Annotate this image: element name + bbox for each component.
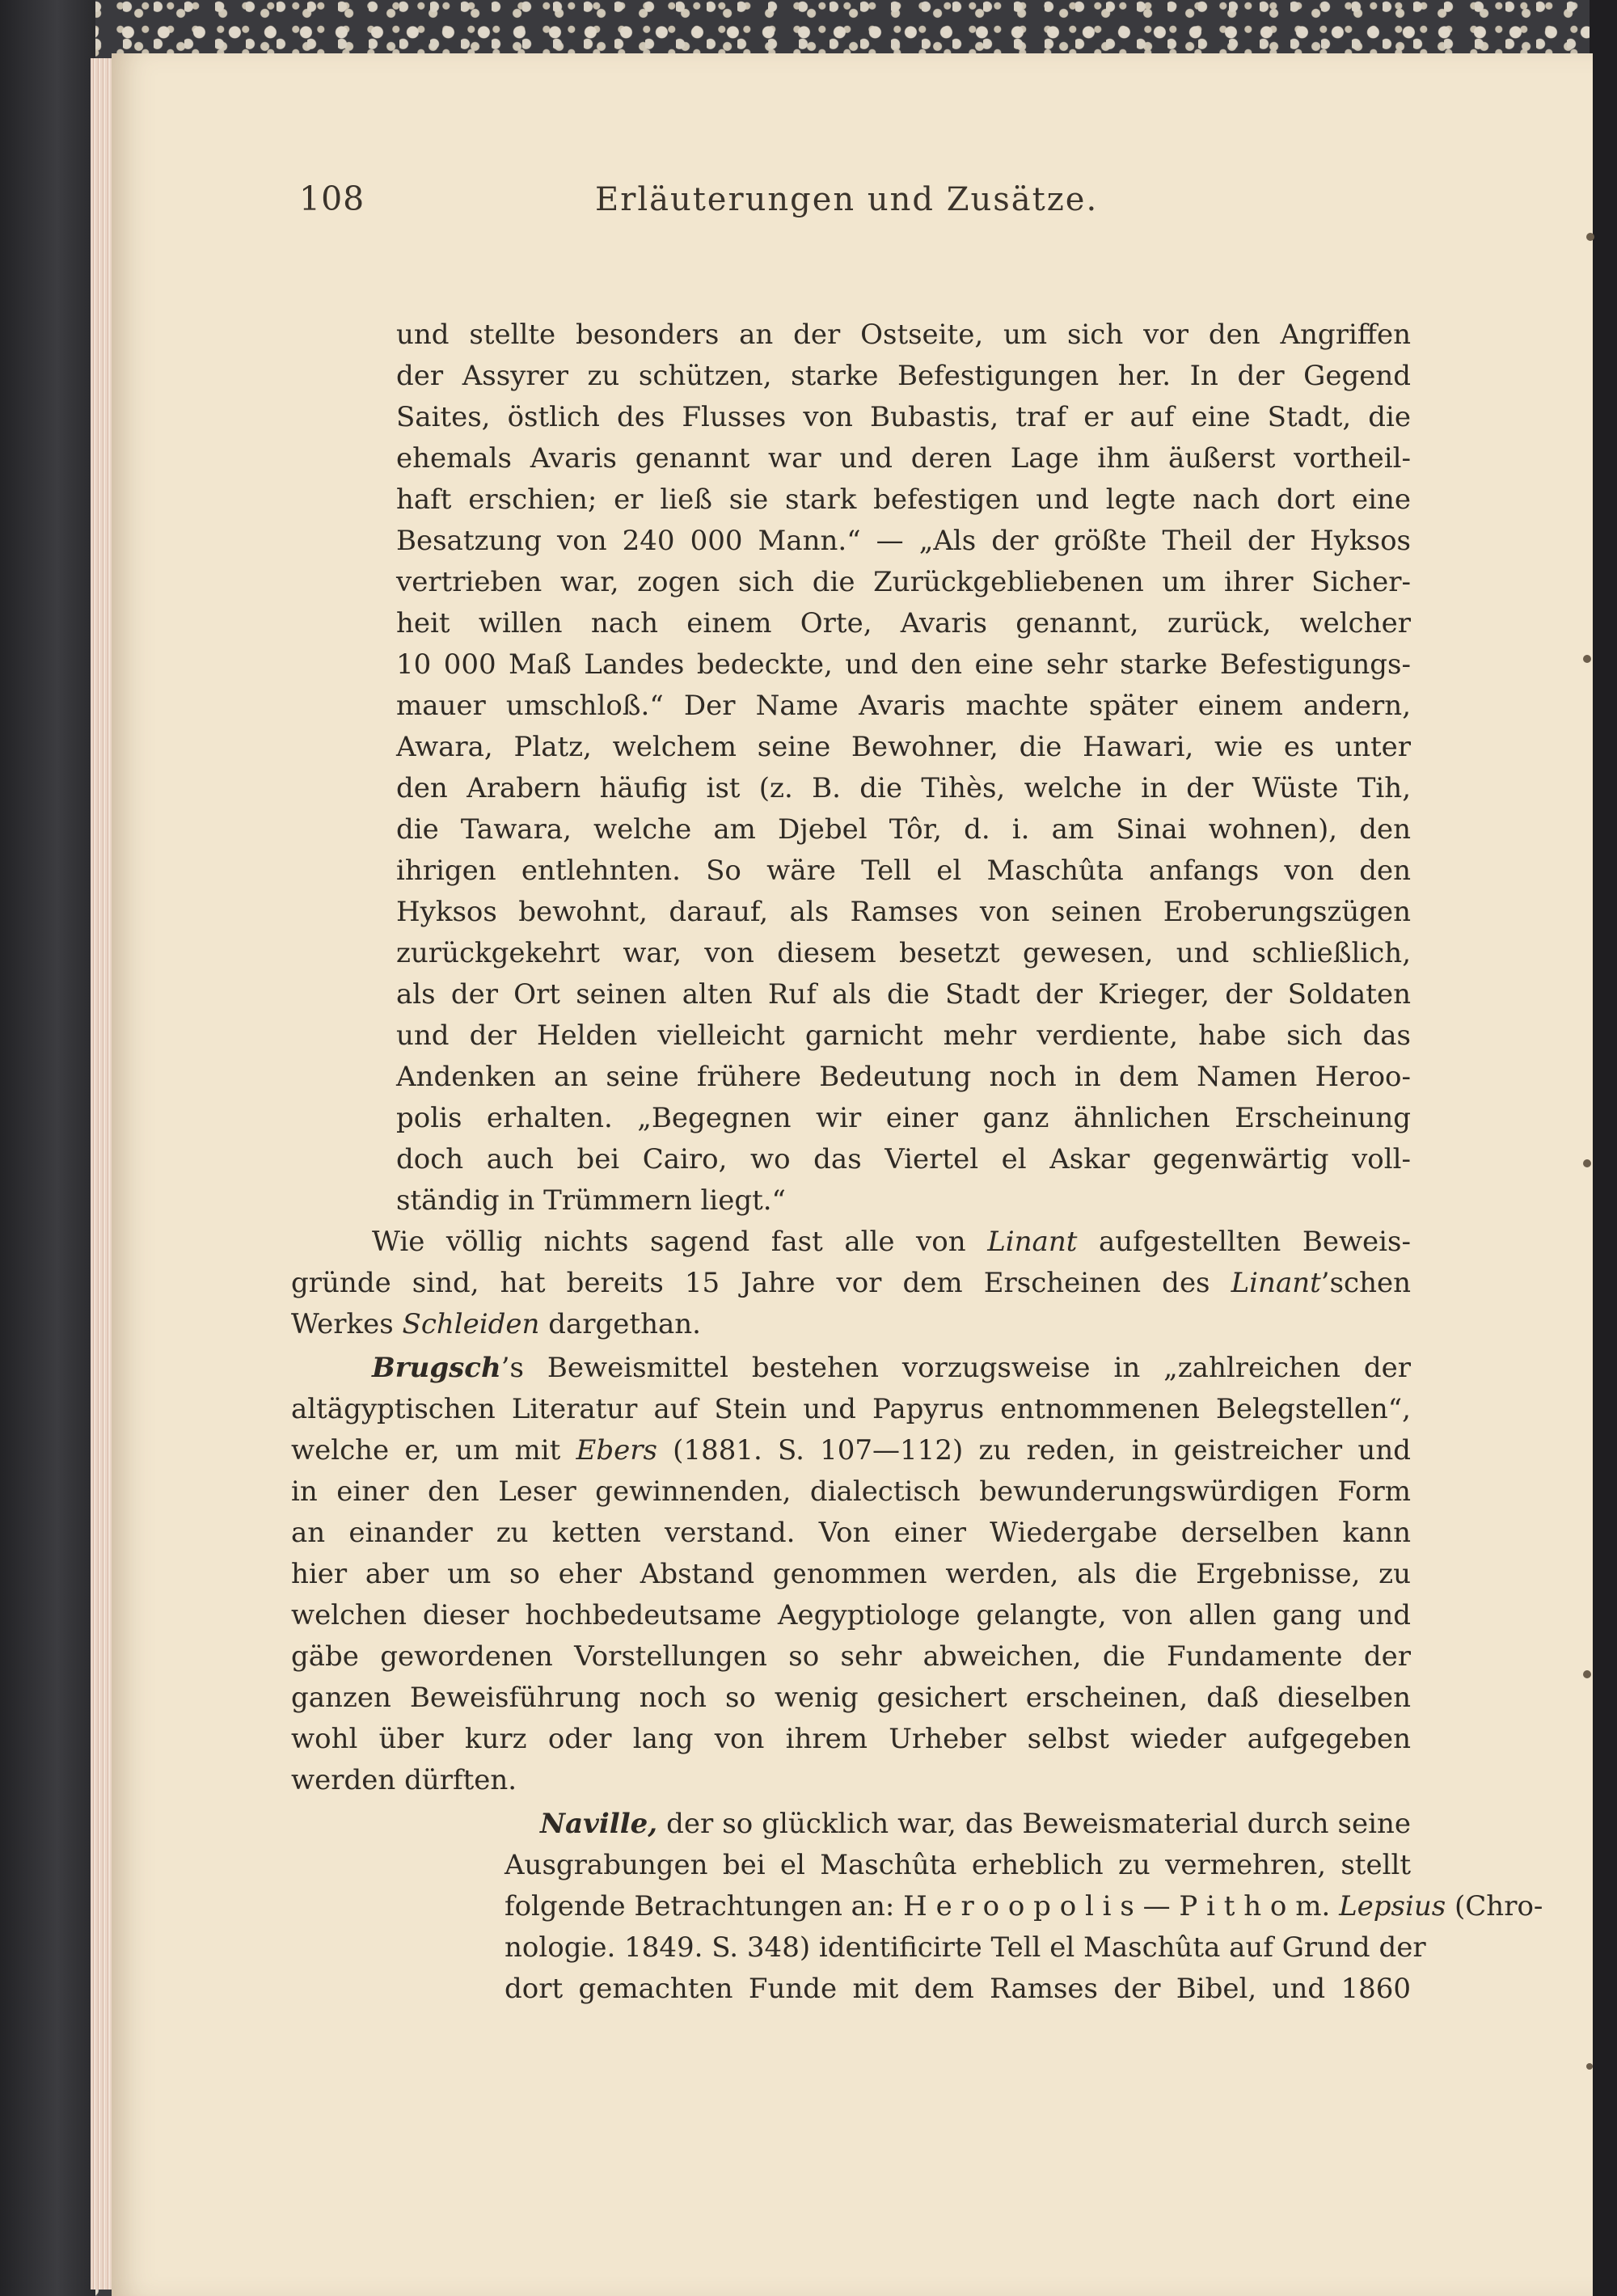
page-number: 108 <box>299 179 365 218</box>
text-run: ’s Beweismittel bestehen vorzugsweise in „zahlreichen der <box>500 1352 1411 1384</box>
text-line: als der Ort seinen alten Ruf als die Stadt der Krieger, der Soldaten <box>396 978 1411 1011</box>
text-line: welchen dieser hochbedeutsame Aegyptiologe gelangte, von allen gang und <box>291 1599 1411 1631</box>
text-run: dargethan. <box>539 1308 701 1340</box>
text-line: 10 000 Maß Landes bedeckte, und den eine sehr starke Befestigungs- <box>396 648 1411 681</box>
author-name-ebers: Ebers <box>576 1434 657 1467</box>
text-line <box>505 1887 1543 1926</box>
text-line: zurückgekehrt war, von diesem besetzt gewesen, und schließlich, <box>396 937 1411 969</box>
text-line: mauer umschloß.“ Der Name Avaris machte später einem andern, <box>396 690 1411 722</box>
text-line: heit willen nach einem Orte, Avaris genannt, zurück, welcher <box>396 607 1411 639</box>
text-line: ganzen Beweisführung noch so wenig gesichert erscheinen, daß dieselben <box>291 1682 1411 1714</box>
text-line: der Assyrer zu schützen, starke Befestigungen her. In der Gegend <box>396 360 1411 392</box>
text-line: dort gemachten Funde mit dem Ramses der Bibel, und 1860 <box>505 1973 1411 2005</box>
text-run: der so glücklich war, das Beweismaterial durch seine <box>657 1808 1411 1840</box>
text-line: Ausgrabungen bei el Maschûta erheblich zu vermehren, stellt <box>505 1849 1411 1881</box>
book-spine-edge <box>0 0 95 2296</box>
text-line: polis erhalten. „Begegnen wir einer ganz ähnlichen Erscheinung <box>396 1102 1411 1134</box>
author-name-linant: Linant <box>1231 1267 1321 1299</box>
text-line: hier aber um so eher Abstand genommen werden, als die Ergebnisse, zu <box>291 1558 1411 1590</box>
page-speck <box>1583 1670 1591 1678</box>
page-speck <box>1586 2063 1593 2070</box>
text-line: Awara, Platz, welchem seine Bewohner, die Hawari, wie es unter <box>396 731 1411 763</box>
text-line: in einer den Leser gewinnenden, dialectisch bewunderungswürdigen Form <box>291 1475 1411 1508</box>
text-line: die Tawara, welche am Djebel Tôr, d. i. am Sinai wohnen), den <box>396 813 1411 846</box>
text-line: ihrigen entlehnten. So wäre Tell el Maschûta anfangs von den <box>396 855 1411 887</box>
page-speck <box>1583 1159 1591 1167</box>
text-line: ständig in Trümmern liegt.“ <box>396 1184 786 1217</box>
text-line: und der Helden vielleicht garnicht mehr verdiente, habe sich das <box>396 1019 1411 1052</box>
author-name-naville: Naville, <box>540 1808 658 1840</box>
text-line <box>291 1264 1411 1302</box>
text-line: altägyptischen Literatur auf Stein und Papyrus entnommenen Belegstellen“, <box>291 1393 1411 1425</box>
text-line: ehemals Avaris genannt war und deren Lage ihm äußerst vortheil- <box>396 442 1411 475</box>
text-line: Saites, östlich des Flusses von Bubastis, traf er auf eine Stadt, die <box>396 401 1411 433</box>
text-line: haft erschien; er ließ sie stark befestigen und legte nach dort eine <box>396 483 1411 516</box>
author-name-linant: Linant <box>987 1226 1078 1258</box>
text-run: folgende Betrachtungen an: H e r o o p o l i s — P i t h o m. <box>505 1890 1340 1922</box>
text-line <box>291 1431 1411 1470</box>
text-run: gründe sind, hat bereits 15 Jahre vor dem Erscheinen des <box>291 1267 1231 1299</box>
text-line <box>372 1222 1411 1261</box>
text-line: den Arabern häufig ist (z. B. die Tihès, welche in der Wüste Tih, <box>396 772 1411 804</box>
text-line <box>372 1348 1411 1387</box>
text-line <box>540 1804 1411 1843</box>
author-name-schleiden: Schleiden <box>402 1308 540 1340</box>
author-name-lepsius: Lepsius <box>1339 1890 1446 1922</box>
author-name-brugsch: Brugsch <box>372 1352 501 1384</box>
text-run: welche er, um mit <box>291 1434 576 1467</box>
text-line: und stellte besonders an der Ostseite, um sich vor den Angriffen <box>396 319 1411 351</box>
text-run: ’schen <box>1320 1267 1411 1299</box>
text-run: aufgestellten Beweis- <box>1077 1226 1411 1258</box>
text-line: doch auch bei Cairo, wo das Viertel el Askar gegenwärtig voll- <box>396 1143 1411 1175</box>
text-run: Wie völlig nichts sagend fast alle von <box>372 1226 988 1258</box>
page-title: Erläuterungen und Zusätze. <box>595 181 1099 218</box>
text-line: Hyksos bewohnt, darauf, als Ramses von seinen Eroberungszügen <box>396 896 1411 928</box>
text-line: wohl über kurz oder lang von ihrem Urheber selbst wieder aufgegeben <box>291 1723 1411 1755</box>
book-board-right <box>1590 0 1617 2296</box>
text-line <box>291 1305 1411 1344</box>
text-line: Besatzung von 240 000 Mann.“ — „Als der größte Theil der Hyksos <box>396 525 1411 557</box>
text-run: (Chro- <box>1446 1890 1543 1922</box>
text-line: Andenken an seine frühere Bedeutung noch in dem Namen Heroo- <box>396 1061 1411 1093</box>
page-speck <box>1583 655 1591 663</box>
text-run: (1881. S. 107—112) zu reden, in geistreicher und <box>657 1434 1411 1467</box>
text-line: nologie. 1849. S. 348) identificirte Tell el Maschûta auf Grund der <box>505 1931 1426 1964</box>
text-line: an einander zu ketten verstand. Von einer Wiedergabe derselben kann <box>291 1517 1411 1549</box>
text-run: Werkes <box>291 1308 403 1340</box>
text-line: vertrieben war, zogen sich die Zurückgebliebenen um ihrer Sicher- <box>396 566 1411 598</box>
text-line: werden dürften. <box>291 1764 517 1796</box>
page-speck <box>1586 233 1594 241</box>
text-line: gäbe gewordenen Vorstellungen so sehr abweichen, die Fundamente der <box>291 1640 1411 1673</box>
